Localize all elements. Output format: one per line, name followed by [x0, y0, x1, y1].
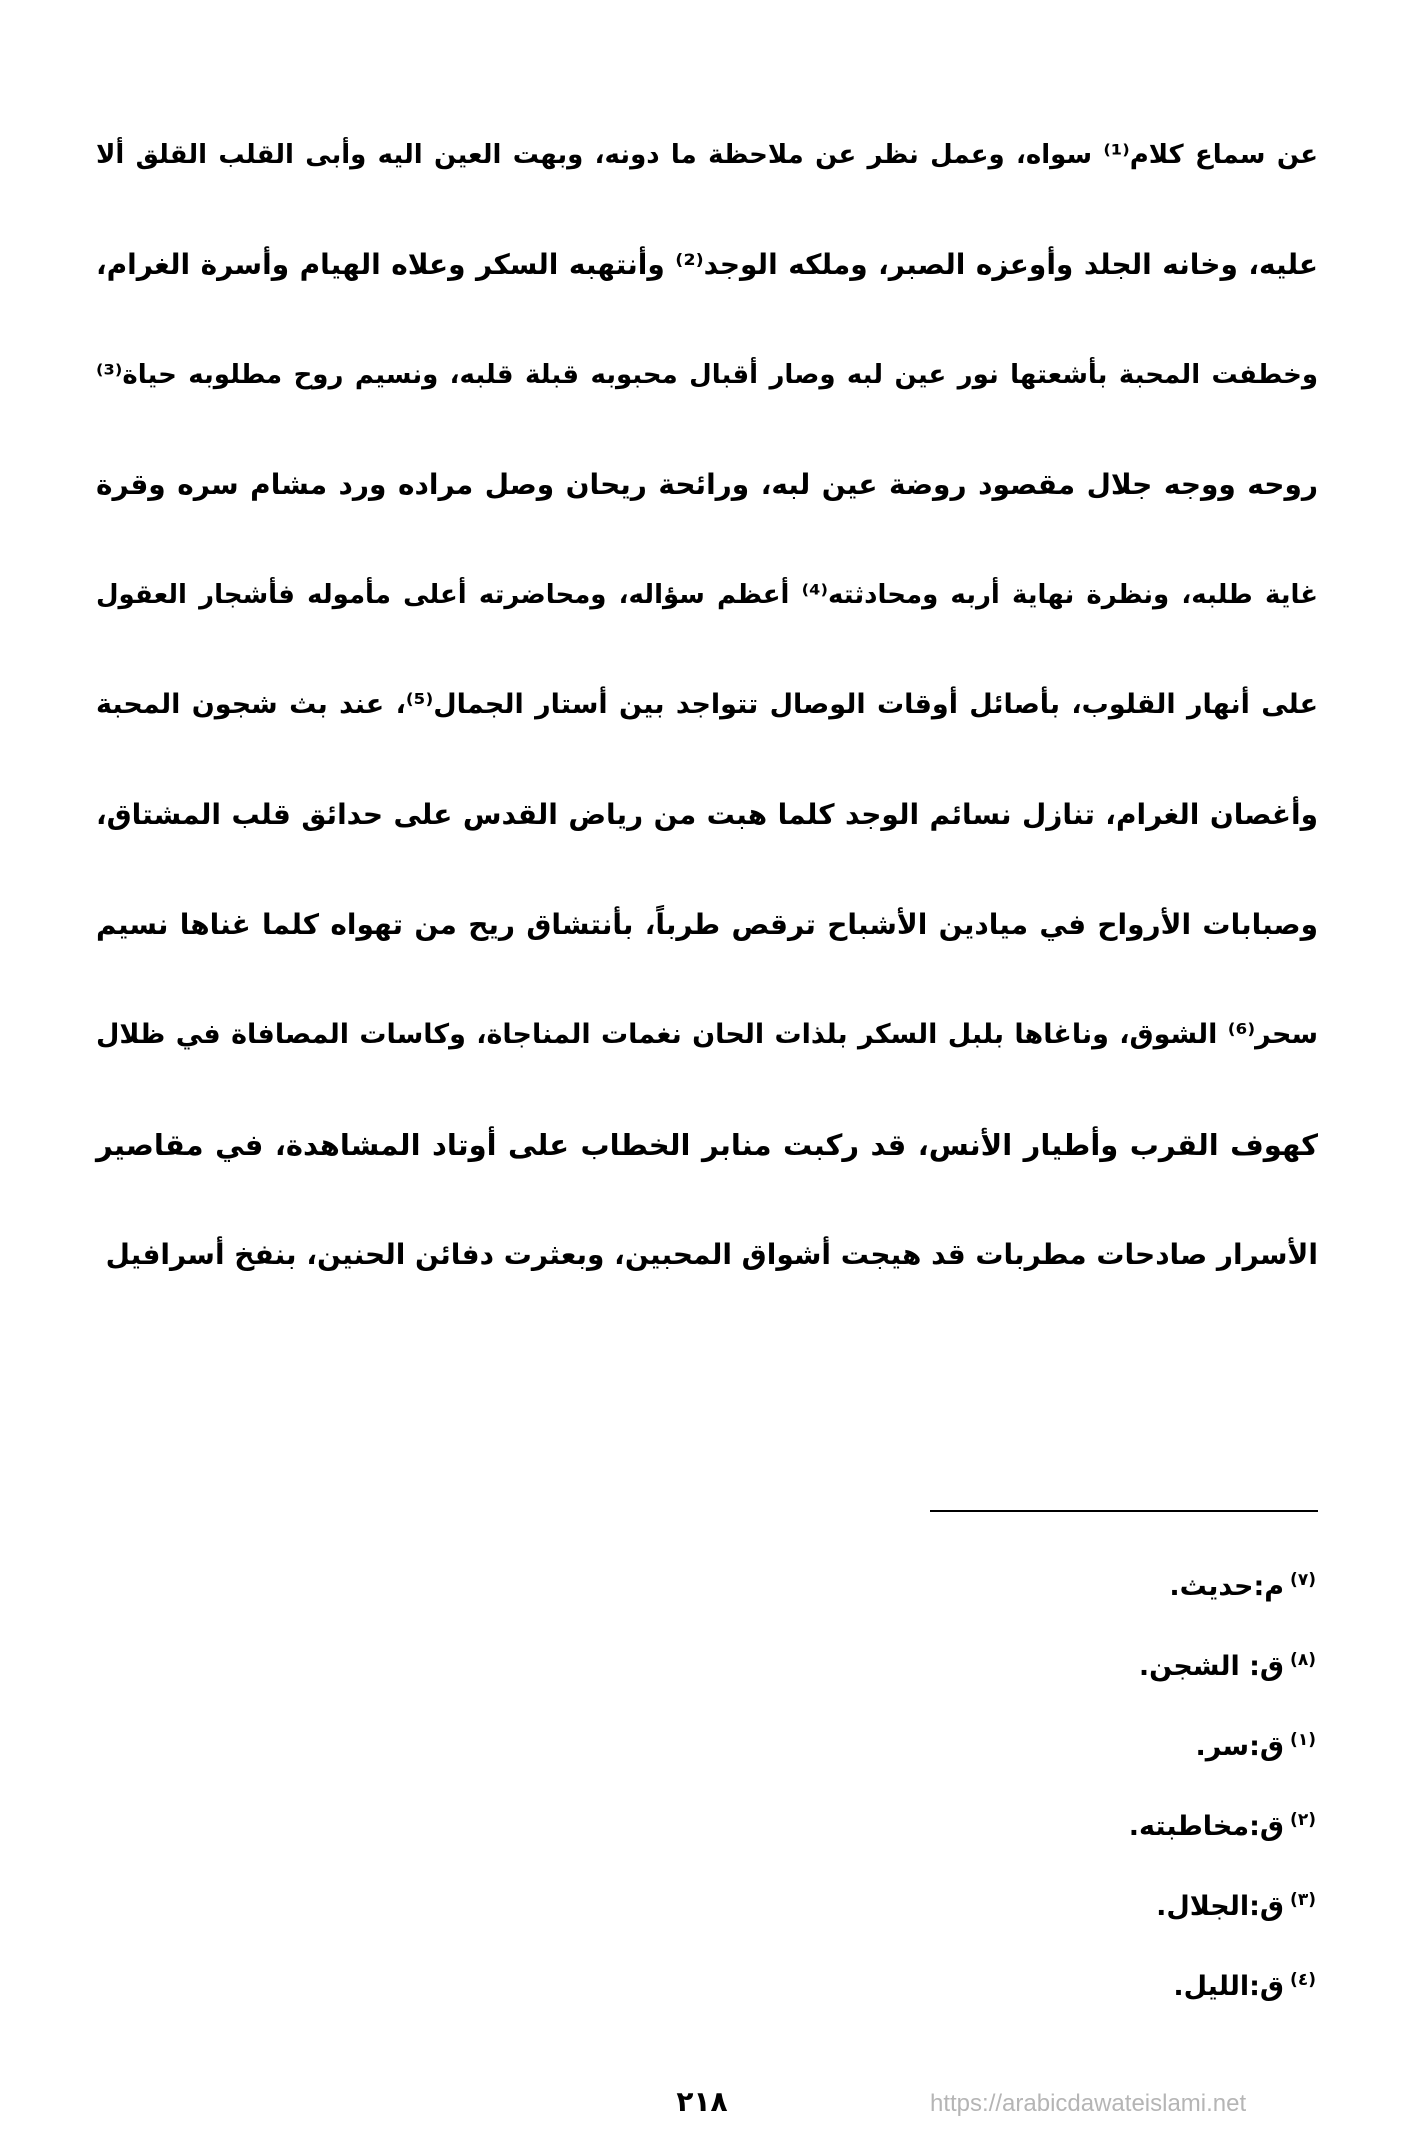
- footnotes: [716, 1540, 1316, 2020]
- footnote-text: م:حديث.: [1169, 1571, 1285, 1602]
- footnote: [716, 1940, 1316, 2020]
- footnote: [716, 1540, 1316, 1620]
- watermark-url: https://arabicdawateislami.net: [930, 2090, 1247, 2117]
- text-line: عن سماع كلام⁽¹⁾ سواه، وعمل نظر عن ملاحظة ما دونه، وبهت العين اليه وأبى القلب القلق ألا: [96, 140, 1318, 170]
- text-line: روحه ووجه جلال مقصود روضة عين لبه، ورائحة ريحان وصل مراده ورد مشام سره وقرة: [96, 468, 1318, 501]
- footnote: [716, 1860, 1316, 1940]
- footnote-number: (١): [1290, 1730, 1316, 1750]
- text-line: على أنهار القلوب، بأصائل أوقات الوصال تتواجد بين أستار الجمال⁽⁵⁾، عند بث شجون المحبة: [96, 689, 1319, 720]
- footnote: [716, 1700, 1316, 1780]
- text-line: وصبابات الأرواح في ميادين الأشباح ترقص طرباً، بأنتشاق ريح من تهواه كلما غناها نسيم: [96, 908, 1318, 941]
- footnote: [716, 1620, 1316, 1700]
- footnote-text: ق: الشجن.: [1138, 1651, 1285, 1682]
- text-line: غاية طلبه، ونظرة نهاية أربه ومحادثته⁽⁴⁾ أعظم سؤاله، ومحاضرته أعلى مأموله فأشجار العقول: [96, 580, 1318, 610]
- footnote-text: ق:الجلال.: [1156, 1891, 1285, 1922]
- footnote-number: (٨): [1290, 1650, 1316, 1670]
- footnote-divider: [930, 1510, 1318, 1512]
- footnote-number: (٤): [1290, 1970, 1316, 1990]
- text-line: كهوف القرب وأطيار الأنس، قد ركبت منابر الخطاب على أوتاد المشاهدة، في مقاصير: [96, 1128, 1318, 1162]
- page-number: ٢١٨: [676, 2085, 728, 2118]
- footnote: [716, 1780, 1316, 1860]
- text-line: سحر⁽⁶⁾ الشوق، وناغاها بلبل السكر بلذات الحان نغمات المناجاة، وكاسات المصافاة في ظلال: [96, 1019, 1318, 1050]
- footnote-text: ق:الليل.: [1173, 1971, 1285, 2002]
- text-line: عليه، وخانه الجلد وأوعزه الصبر، وملكه الوجد⁽²⁾ وأنتهبه السكر وعلاه الهيام وأسرة الغرام،: [96, 248, 1318, 281]
- text-line: وخطفت المحبة بأشعتها نور عين لبه وصار أقبال محبوبه قبلة قلبه، ونسيم روح مطلوبه حياة⁽³⁾: [96, 360, 1318, 390]
- footnote-text: ق:مخاطبته.: [1128, 1811, 1285, 1842]
- footnote-number: (٢): [1290, 1810, 1316, 1830]
- text-line: الأسرار صادحات مطربات قد هيجت أشواق المحبين، وبعثرت دفائن الحنين، بنفخ أسرافيل: [105, 1238, 1318, 1271]
- footnote-number: (٧): [1290, 1570, 1316, 1590]
- text-line: وأغصان الغرام، تنازل نسائم الوجد كلما هبت من رياض القدس على حدائق قلب المشتاق،: [96, 798, 1318, 831]
- body-text: [96, 100, 1318, 1310]
- footnote-number: (٣): [1290, 1890, 1316, 1910]
- footnote-text: ق:سر.: [1195, 1731, 1285, 1762]
